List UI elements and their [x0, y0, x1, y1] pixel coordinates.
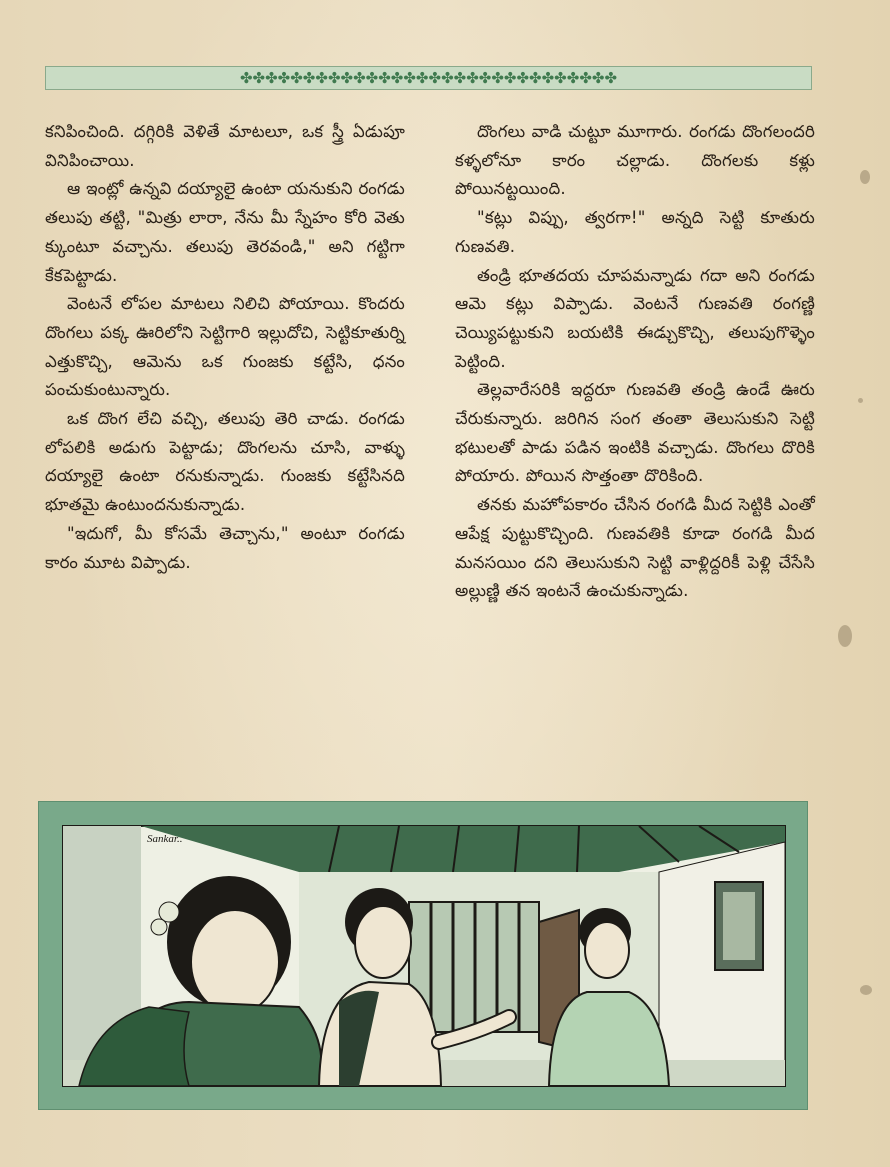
flower	[151, 919, 167, 935]
ranga-face	[585, 922, 629, 978]
paragraph: "కట్లు విప్పు, త్వరగా!" అన్నది సెట్టి కూతురు గుణవతి.	[455, 208, 815, 256]
paper-speck	[838, 625, 852, 647]
paper-speck	[860, 985, 872, 995]
flower	[159, 902, 179, 922]
illustration-drawing	[39, 802, 807, 1109]
decorative-border	[45, 66, 812, 90]
paragraph: ఒక దొంగ లేచి వచ్చి, తలుపు తెరి చాడు. రంగడు లోపలికి అడుగు పెట్టాడు; దొంగలను చూసి, వాళ్ళు దయ్యాలై ఉంటా రనుకున్నాడు. గుంజకు కట్టేసినది భూతమై ఉంటుందనుకున్నాడు.	[45, 409, 405, 515]
story-illustration	[38, 801, 808, 1110]
paragraph: ఆ ఇంట్లో ఉన్నవి దయ్యాలై ఉంటా యనుకుని రంగడు తలుపు తట్టి, "మిత్రు లారా, నేను మీ స్నేహం కోరి వెతు క్కుంటూ వచ్చాను. తలుపు తెరవండి," అని గట్టిగా కేకపెట్టాడు.	[45, 179, 405, 285]
paragraph: తండ్రి భూతదయ చూపమన్నాడు గదా అని రంగడు ఆమె కట్లు విప్పాడు. వెంటనే గుణవతి రంగణ్ణి చెయ్యిపట్టుకుని బయటికి ఈడ్చుకొచ్చి, తలుపుగొళ్ళెం పెట్టింది.	[455, 265, 815, 371]
ornament-row: ✤✤✤✤✤✤✤✤✤✤✤✤✤✤✤✤✤✤✤✤✤✤✤✤✤✤✤✤✤✤	[239, 69, 618, 87]
paragraph: కనిపించింది. దగ్గిరికి వెళితే మాటలూ, ఒక స్త్రీ ఏడుపూ వినిపించాయి.	[45, 122, 405, 170]
left-column	[45, 118, 405, 577]
paragraph: తనకు మహోపకారం చేసిన రంగడి మీద సెట్టికి ఎంతో ఆపేక్ష పుట్టుకొచ్చింది. గుణవతికి కూడా రంగడి మీద మనసయిం దని తెలుసుకుని సెట్టి వాళ్లిద్దరికీ పెళ్లి చేసేసి అల్లుణ్ణి తన ఇంటనే ఉంచుకున్నాడు.	[455, 495, 815, 601]
wall-picture-inner	[723, 892, 755, 960]
paper-speck	[858, 398, 863, 403]
merchant-face	[355, 906, 411, 978]
paragraph: వెంటనే లోపల మాటలు నిలిచి పోయాయి. కొందరు దొంగలు పక్క ఊరిలోని సెట్టిగారి ఇల్లుదోచి, సెట్టికూతుర్ని ఎత్తుకొచ్చి, ఆమెను ఒక గుంజకు కట్టేసి, ధనం పంచుకుంటున్నారు.	[45, 294, 405, 400]
right-column	[455, 118, 815, 606]
woman-face	[191, 910, 279, 1014]
paragraph: తెల్లవారేసరికి ఇద్దరూ గుణవతి తండ్రి ఉండే ఊరు చేరుకున్నారు. జరిగిన సంగ తంతా తెలుసుకుని సెట్టి భటులతో పాడు పడిన ఇంటికి వచ్చాడు. దొంగలు దొరికి పోయారు. పోయిన సొత్తంతా దొరికింది.	[455, 380, 815, 486]
paragraph: "ఇదుగో, మీ కోసమే తెచ్చాను," అంటూ రంగడు కారం మూట విప్పాడు.	[45, 523, 405, 572]
paper-speck	[860, 170, 870, 184]
paragraph: దొంగలు వాడి చుట్టూ మూగారు. రంగడు దొంగలందరి కళ్ళలోనూ కారం చల్లాడు. దొంగలకు కళ్లు పోయినట్టయింది.	[455, 122, 815, 199]
artist-signature: Sankar..	[147, 833, 183, 845]
